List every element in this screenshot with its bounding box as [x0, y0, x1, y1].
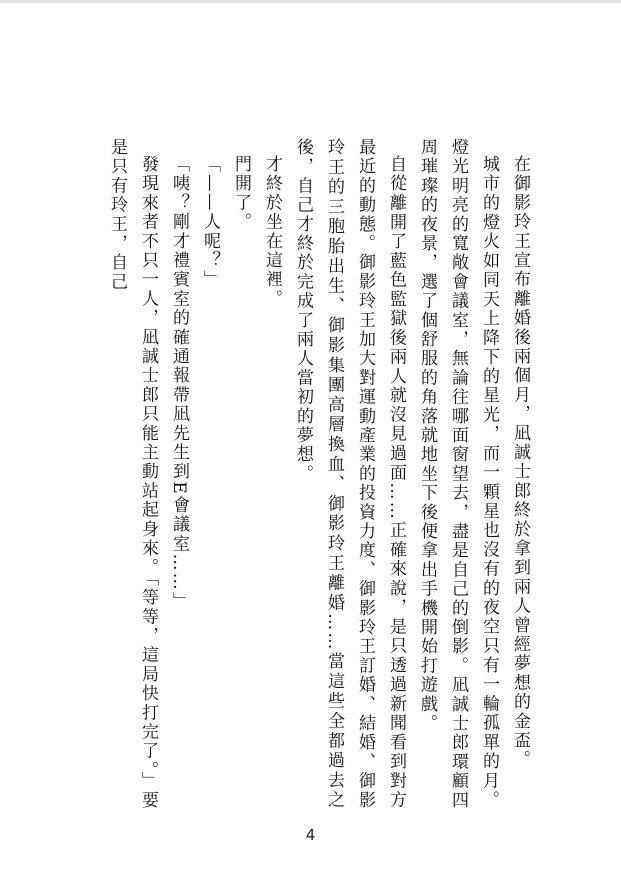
dialogue-1: 「——人呢？」 [200, 155, 220, 290]
paragraph-2: 城市的燈火如同天上降下的星光，而一顆星也沒有的夜空只有一輪孤單的月。燈光明亮的寬敞會議室，無論往哪面窗望去，盡是自己的倒影。凪誠士郎環顧四周璀璨的夜景，選了個舒服的角落就地坐下後便拿出手機開始打遊戲。 [417, 138, 499, 810]
paragraph-4: 才終於坐在這裡。 [262, 155, 282, 309]
page-number: 4 [305, 826, 316, 844]
dialogue-2: 「咦？剛才禮賓室的確通報帶凪先生到E會議室……」 [169, 155, 189, 612]
vertical-text-body [95, 138, 535, 810]
paragraph-5: 門開了。 [231, 155, 251, 232]
top-divider [0, 0, 621, 3]
paragraph-6: 發現來者不只一人，凪誠士郎只能主動站起身來。「等等，這局快打完了。」要是只有玲王，自己 [107, 138, 158, 810]
paragraph-1: 在御影玲王宣布離婚後兩個月，凪誠士郎終於拿到兩人曾經夢想的金盃。 [510, 155, 530, 770]
paragraph-3: 自從離開了藍色監獄後兩人就沒見過面……正確來說，是只透過新聞看到對方最近的動態。御影玲王加大對運動產業的投資力度、御影玲王訂婚、結婚、御影玲王的三胞胎出生、御影集團高層換血、御影玲王離婚……當這些全都過去之後，自己才終於完成了兩人當初的夢想。 [293, 138, 406, 810]
